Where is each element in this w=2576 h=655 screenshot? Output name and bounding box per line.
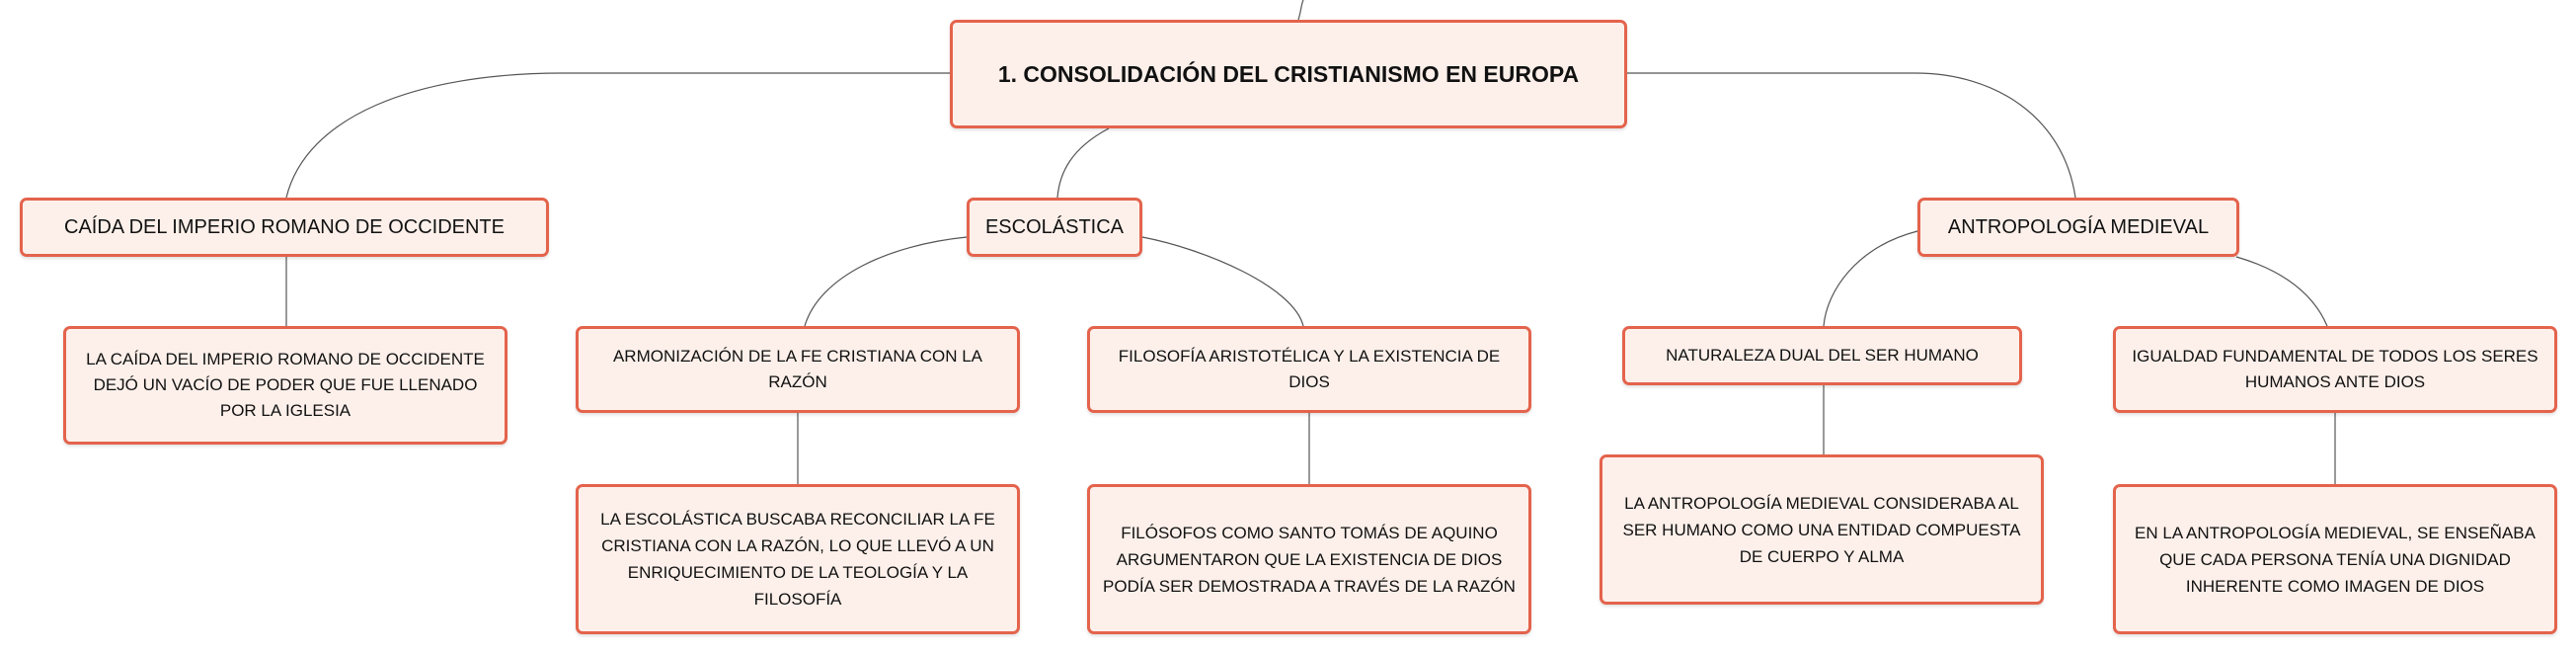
- connector-antropologia-naturaleza: [1824, 231, 1917, 326]
- topic-label: CAÍDA DEL IMPERIO ROMANO DE OCCIDENTE: [64, 215, 505, 238]
- connector-root-caida: [286, 73, 950, 198]
- root-node[interactable]: [950, 20, 1627, 128]
- connector-root-antropologia: [1627, 73, 2075, 198]
- detail-santo-tomas[interactable]: [1087, 484, 1531, 634]
- topic-label: ESCOLÁSTICA: [984, 215, 1125, 238]
- topic-escolastica[interactable]: [967, 198, 1142, 257]
- subtopic-text: ARMONIZACIÓN DE LA FE CRISTIANA CON LA RAZÓN: [612, 347, 983, 391]
- subtopic-armonizacion[interactable]: [576, 326, 1020, 413]
- detail-dignidad[interactable]: [2113, 484, 2557, 634]
- connector-root-parent: [1298, 0, 1303, 20]
- subtopic-text: IGUALDAD FUNDAMENTAL DE TODOS LOS SERES HUMANOS ANTE DIOS: [2132, 347, 2538, 391]
- topic-antropologia-medieval[interactable]: [1917, 198, 2239, 257]
- connector-antropologia-igualdad: [2236, 257, 2327, 326]
- subtopic-naturaleza-dual[interactable]: [1622, 326, 2022, 385]
- subtopic-igualdad[interactable]: [2113, 326, 2557, 413]
- subtopic-text: FILOSOFÍA ARISTOTÉLICA Y LA EXISTENCIA DE DIOS: [1118, 347, 1501, 391]
- detail-text: FILÓSOFOS COMO SANTO TOMÁS DE AQUINO ARGUMENTARON QUE LA EXISTENCIA DE DIOS PODÍA SER DEMOSTRADA A TRAVÉS DE LA RAZÓN: [1103, 523, 1516, 596]
- connector-root-escolastica: [1057, 128, 1109, 198]
- connector-escolastica-armonizacion: [805, 237, 967, 326]
- subtopic-filosofia-aristotelica[interactable]: [1087, 326, 1531, 413]
- detail-cuerpo-alma[interactable]: [1600, 454, 2044, 605]
- detail-escolastica[interactable]: [576, 484, 1020, 634]
- subtopic-text: LA CAÍDA DEL IMPERIO ROMANO DE OCCIDENTE DEJÓ UN VACÍO DE PODER QUE FUE LLENADO POR LA IGLESIA: [86, 350, 485, 420]
- detail-text: LA ESCOLÁSTICA BUSCABA RECONCILIAR LA FE CRISTIANA CON LA RAZÓN, LO QUE LLEVÓ A UN ENRIQUECIMIENTO DE LA TEOLOGÍA Y LA FILOSOFÍA: [600, 510, 995, 609]
- topic-caida-imperio[interactable]: [20, 198, 549, 257]
- root-title: 1. CONSOLIDACIÓN DEL CRISTIANISMO EN EUROPA: [997, 60, 1580, 87]
- connector-escolastica-filosofia: [1142, 237, 1303, 326]
- subtopic-caida-detail[interactable]: [63, 326, 507, 445]
- topic-label: ANTROPOLOGÍA MEDIEVAL: [1947, 215, 2210, 238]
- subtopic-text: NATURALEZA DUAL DEL SER HUMANO: [1666, 346, 1979, 365]
- detail-text: EN LA ANTROPOLOGÍA MEDIEVAL, SE ENSEÑABA QUE CADA PERSONA TENÍA UNA DIGNIDAD INHERENTE COMO IMAGEN DE DIOS: [2135, 523, 2536, 596]
- detail-text: LA ANTROPOLOGÍA MEDIEVAL CONSIDERABA AL SER HUMANO COMO UNA ENTIDAD COMPUESTA DE CUERPO Y ALMA: [1622, 493, 2021, 566]
